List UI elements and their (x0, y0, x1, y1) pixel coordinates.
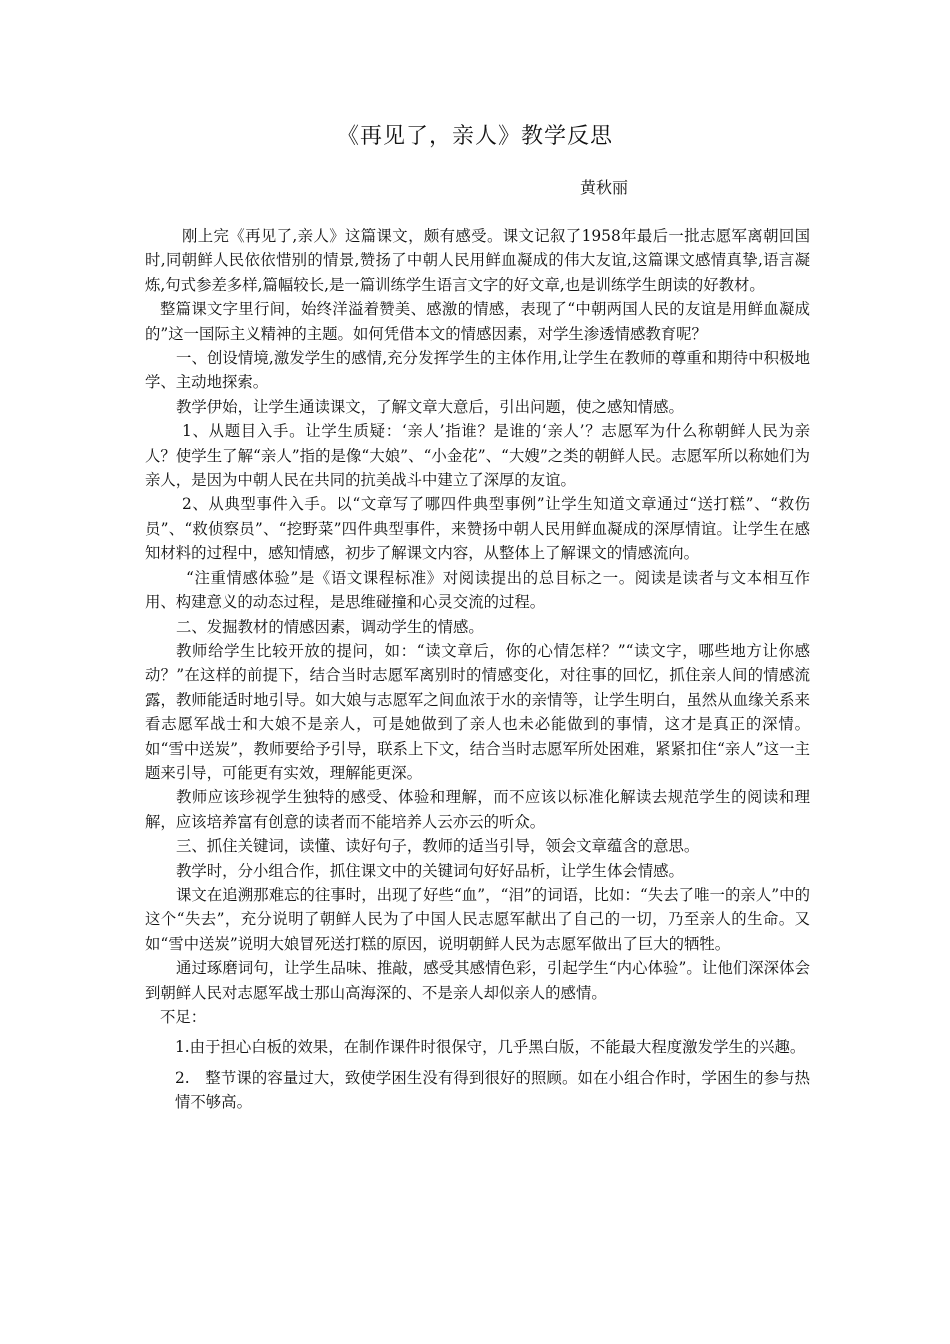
paragraph: “注重情感体验”是《语文课程标准》对阅读提出的总目标之一。阅读是读者与文本相互作用、构建意义的动态过程，是思维碰撞和心灵交流的过程。 (145, 568, 810, 612)
paragraph: 刚上完《再见了,亲人》这篇课文，颇有感受。课文记叙了1958年最后一批志愿军离朝回国时,同朝鲜人民依依惜别的情景,赞扬了中朝人民用鲜血凝成的伟大友谊,这篇课文感情真挚,语言凝炼,句式参差多样,篇幅较长,是一篇训练学生语言文字的好文章,也是训练学生朗读的好教材。 (145, 227, 810, 294)
paragraph: 教师应该珍视学生独特的感受、体验和理解，而不应该以标准化解读去规范学生的阅读和理解，应该培养富有创意的读者而不能培养人云亦云的听众。 (145, 788, 810, 831)
document-title: 《再见了，亲人》教学反思 (336, 124, 613, 149)
author-name: 黄秋丽 (580, 178, 629, 197)
document-body (145, 224, 810, 1115)
list-item: 1.由于担心白板的效果，在制作课件时很保守，几乎黑白版，不能最大程度激发学生的兴趣。 (175, 1038, 806, 1057)
section-heading: 三、抓住关键词，读懂、读好句子，教师的适当引导，领会文章蕴含的意思。 (176, 837, 700, 856)
paragraph: 整篇课文字里行间，始终洋溢着赞美、感激的情感，表现了“中朝两国人民的友谊是用鲜血凝成的”这一国际主义精神的主题。如何凭借本文的情感因素，对学生渗透情感教育呢？ (145, 300, 810, 343)
section-heading: 二、发掘教材的情感因素，调动学生的情感。 (176, 617, 484, 636)
paragraph: 教学伊始，让学生通读课文，了解文章大意后，引出问题，使之感知情感。 (176, 397, 684, 416)
paragraph: 教师给学生比较开放的提问，如：“读文章后，你的心情怎样？”“读文字，哪些地方让你感动？”在这样的前提下，结合当时志愿军离别时的情感变化，对往事的回忆，抓住亲人间的情感流露，教师能适时地引导。如大娘与志愿军之间血浓于水的亲情等，让学生明白，虽然从血缘关系来看志愿军战士和大娘不是亲人，可是她做到了亲人也未必能做到的事情，这才是真正的深情。如“雪中送炭”，教师要给予引导，联系上下文，结合当时志愿军所处困难，紧紧扣住“亲人”这一主题来引导，可能更有实效，理解能更深。 (145, 641, 810, 782)
paragraph: 课文在追溯那难忘的往事时，出现了好些“血”，“泪”的词语，比如：“失去了唯一的亲人”中的这个“失去”，充分说明了朝鲜人民为了中国人民志愿军献出了自己的一切，乃至亲人的生命。又如“雪中送炭”说明大娘冒死送打糕的原因，说明朝鲜人民为志愿军做出了巨大的牺牲。 (145, 885, 810, 953)
paragraph: 教学时，分小组合作，抓住课文中的关键词句好好品析，让学生体会情感。 (176, 861, 684, 880)
paragraph: 1、从题目入手。让学生质疑：‘亲人’指谁？是谁的‘亲人’？志愿军为什么称朝鲜人民为亲人？使学生了解“亲人”指的是像“大娘”、“小金花”、“大嫂”之类的朝鲜人民。志愿军所以称她们为亲人，是因为中朝人民在共同的抗美战斗中建立了深厚的友谊。 (145, 422, 810, 490)
paragraph: 通过琢磨词句，让学生品味、推敲，感受其感情色彩，引起学生“内心体验”。让他们深深体会到朝鲜人民对志愿军战士那山高海深的、不是亲人却似亲人的感情。 (145, 959, 810, 1002)
paragraph: 一、创设情境,激发学生的感情,充分发挥学生的主体作用,让学生在教师的尊重和期待中积极地学、主动地探索。 (145, 349, 810, 392)
paragraph: 2、从典型事件入手。以“文章写了哪四件典型事例”让学生知道文章通过“送打糕”、“救伤员”、“救侦察员”、“挖野菜”四件典型事件，来赞扬中朝人民用鲜血凝成的深厚情谊。让学生在感知材料的过程中，感知情感，初步了解课文内容，从整体上了解课文的情感流向。 (145, 495, 810, 563)
list-item: 2. 整节课的容量过大，致使学困生没有得到很好的照顾。如在小组合作时，学困生的参与热情不够高。 (175, 1068, 810, 1112)
shortcomings-heading: 不足： (160, 1008, 207, 1026)
